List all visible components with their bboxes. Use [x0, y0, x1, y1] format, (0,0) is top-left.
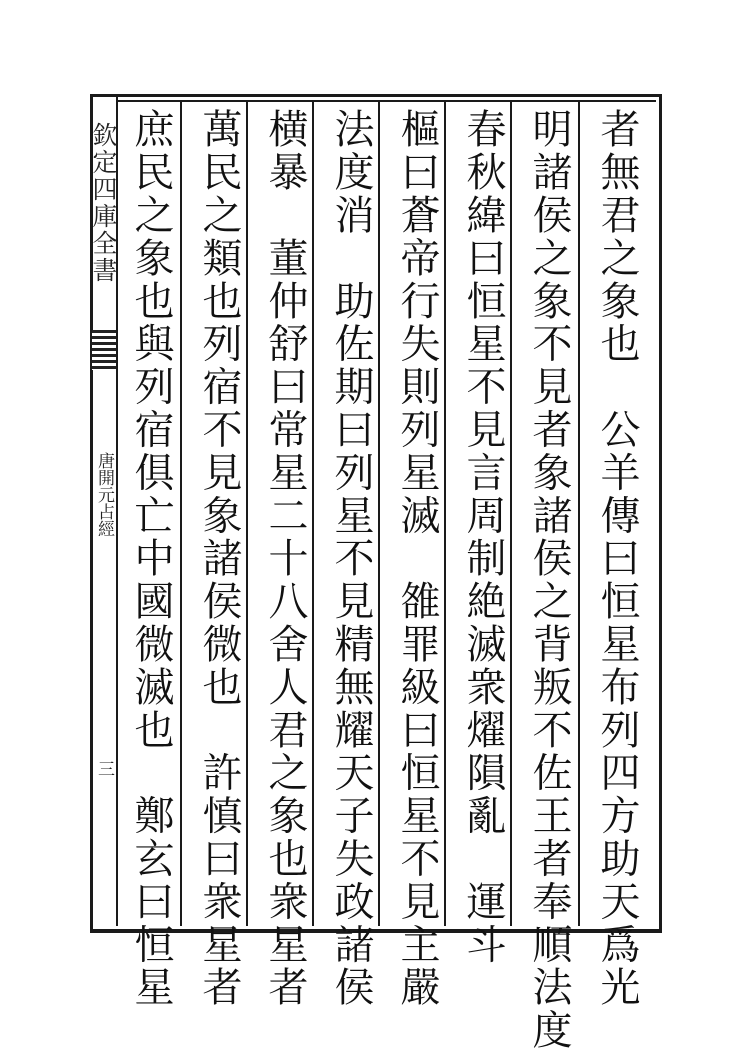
column-rule — [578, 100, 580, 926]
text-column-3: 春秋緯曰恒星不見言周制絶滅衆燿隕亂 運斗 — [460, 108, 506, 966]
text-column-7: 萬民之類也列宿不見象諸侯微也 許慎曰衆星者 — [196, 108, 242, 1009]
gutter-chapter-title: 唐開元占經 — [94, 452, 114, 537]
gutter-book-title: 欽定四庫全書 — [89, 122, 118, 284]
text-column-2: 明諸侯之象不見者象諸侯之背叛不佐王者奉順法度 — [526, 108, 572, 1052]
gutter-page-number: 三 — [94, 760, 114, 777]
fishtail-mark — [92, 330, 116, 370]
frame-inner-top-rule — [116, 100, 656, 102]
column-rule — [180, 100, 182, 926]
text-column-6: 横暴 董仲舒曰常星二十八舍人君之象也衆星者 — [262, 108, 308, 1009]
text-column-4: 樞曰蒼帝行失則列星滅 雒罪級曰恒星不見主嚴 — [394, 108, 440, 1009]
text-column-5: 法度消 助佐期曰列星不見精無耀天子失政諸侯 — [328, 108, 374, 1009]
text-column-1: 者無君之象也 公羊傳曰恒星布列四方助天爲光 — [594, 108, 640, 1009]
text-column-8: 庶民之象也與列宿俱亡中國微滅也 鄭玄曰恒星 — [128, 108, 174, 1009]
